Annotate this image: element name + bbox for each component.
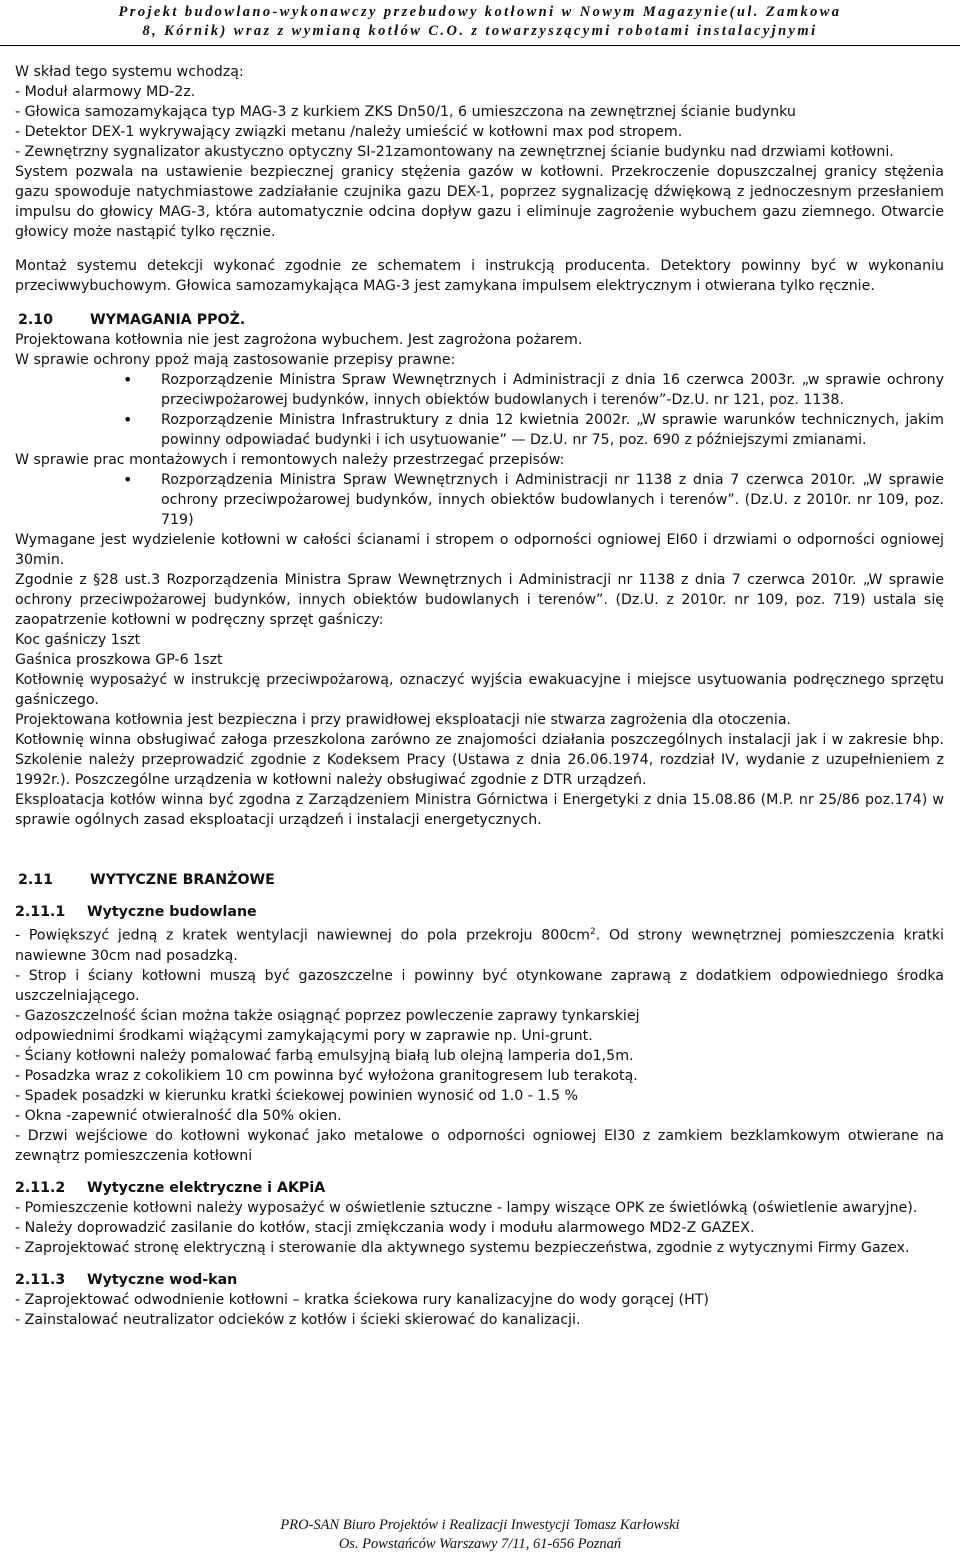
list-item: - Zaprojektować odwodnienie kotłowni – kratka ściekowa rury kanalizacyjne do wody gorącej (HT) (15, 1291, 709, 1308)
list-item: - Strop i ściany kotłowni muszą być gazoszczelne i powinny być otynkowane zaprawą z dodatkiem odpowiedniego środka uszczelniającego. (15, 967, 944, 1004)
list-item: - Pomieszczenie kotłowni należy wyposażyć w oświetlenie sztuczne - lampy wiszące OPK ze świetlówką (oświetlenie awaryjne). (15, 1199, 918, 1216)
bullet-icon: • (123, 370, 133, 389)
section-title: Wytyczne elektryczne i AKPiA (87, 1179, 326, 1196)
list-item: - Drzwi wejściowe do kotłowni wykonać jako metalowe o odporności ogniowej EI30 z zamkiem bezklamkowym otwierane na zewnątrz pomieszczenia kotłowni (15, 1127, 944, 1164)
list-item: - Należy doprowadzić zasilanie do kotłów, stacji zmiękczania wody i modułu alarmowego MD2-Z GAZEX. (15, 1219, 755, 1236)
footer-line-2: Os. Powstańców Warszawy 7/11, 61-656 Poznań (338, 1536, 622, 1552)
paragraph: W sprawie ochrony ppoż mają zastosowanie przepisy prawne: (15, 352, 456, 368)
section-title: Wytyczne wod-kan (87, 1271, 238, 1288)
header-line-2: 8, Kórnik) wraz z wymianą kotłów C.O. z towarzyszącymi robotami instalacyjnymi (142, 23, 818, 39)
list-item-text: Rozporządzenia Ministra Spraw Wewnętrznych i Administracji nr 1138 z dnia 7 czerwca 2010r. „W sprawie ochrony przeciwpożarowej budynków, innych obiektów budowlanych i terenów”. (Dz.U. z 2010r. nr 109, poz. 719) (161, 472, 944, 528)
paragraph: Kotłownię wyposażyć w instrukcję przeciwpożarową, oznaczyć wyjścia ewakuacyjne i miejsce usytuowania podręcznego sprzętu gaśniczego. (15, 672, 944, 708)
header-line-1: Projekt budowlano-wykonawczy przebudowy kotłowni w Nowym Magazynie(ul. Zamkowa (118, 4, 842, 20)
list-item: - Powiększyć jedną z kratek wentylacji nawiewnej do pola przekroju $800cm^2$. Od strony wewnętrznej pomieszczenia kratki nawiewne 30cm nad posadzką. (15, 927, 944, 964)
section-heading-2-11 (15, 870, 944, 890)
list-item (15, 410, 944, 450)
paragraph: Zgodnie z §28 ust.3 Rozporządzenia Ministra Spraw Wewnętrznych i Administracji nr 1138 z dnia 7 czerwca 2010r. „W sprawie ochrony przeciwpożarowej budynków, innych obiektów budowlanych i terenów”. (Dz.U. z 2010r. nr 109, poz. 719) ustala się zaopatrzenie kotłowni w podręczny sprzęt gaśniczy: (15, 572, 944, 628)
paragraph: System pozwala na ustawienie bezpiecznej granicy stężenia gazów w kotłowni. Przekroczenie dopuszczalnej granicy stężenia gazu spowoduje natychmiastowe zadziałanie czujnika gazu DEX-1, poprzez sygnalizację dźwiękową z jednoczesnym przesłaniem impulsu do głowicy MAG-3, która automatycznie odcina dopływ gazu i eliminuje zagrożenie wybuchem gazu ziemnego. Otwarcie głowicy może nastąpić tylko ręcznie. (15, 164, 944, 240)
section-number: 2.10 (18, 312, 54, 328)
subsection-heading-2-11-2 (15, 1178, 944, 1198)
list-item: odpowiednimi środkami wiążącymi zamykającymi pory w zaprawie np. Uni-grunt. (15, 1027, 593, 1044)
section-title: WYTYCZNE BRANŻOWE (90, 872, 275, 888)
list-item (15, 470, 944, 530)
paragraph: Gaśnica proszkowa GP-6 1szt (15, 652, 223, 668)
paragraph: Montaż systemu detekcji wykonać zgodnie ze schematem i instrukcją producenta. Detektory powinny być w wykonaniu przeciwwybuchowym. Głowica samozamykająca MAG-3 jest zamykana impulsem elektrycznym i otwierana tylko ręcznie. (15, 258, 944, 294)
list-item: - Gazoszczelność ścian można także osiągnąć poprzez powleczenie zaprawy tynkarskiej (15, 1007, 640, 1024)
regulation-list (15, 370, 944, 450)
list-item: - Głowica samozamykająca typ MAG-3 z kurkiem ZKS Dn50/1, 6 umieszczona na zewnętrznej ścianie budynku (15, 104, 796, 120)
list-item: - Posadzka wraz z cokolikiem 10 cm powinna być wyłożona granitogresem lub terakotą. (15, 1067, 638, 1084)
paragraph: Kotłownię winna obsługiwać załoga przeszkolona zarówno ze znajomości działania poszczególnych instalacji jak i w zakresie bhp. Szkolenie należy przeprowadzić zgodnie z Kodeksem Pracy (Ustawa z dnia 26.06.1974, rozdział IV, wydanie z uzupełnieniem z 1992r.). Poszczególne urządzenia w kotłowni należy obsługiwać zgodnie z DTR urządzeń. (15, 732, 944, 788)
footer-line-1: PRO-SAN Biuro Projektów i Realizacji Inwestycji Tomasz Karłowski (280, 1517, 680, 1533)
list-item: - Ściany kotłowni należy pomalować farbą emulsyjną białą lub olejną lamperia do1,5m. (15, 1047, 634, 1064)
section-title: WYMAGANIA PPOŻ. (90, 312, 246, 328)
list-item: - Detektor DEX-1 wykrywający związki metanu /należy umieścić w kotłowni max pod stropem. (15, 124, 683, 140)
paragraph: W sprawie prac montażowych i remontowych należy przestrzegać przepisów: (15, 452, 565, 468)
bullet-icon: • (123, 410, 133, 429)
list-item: - Spadek posadzki w kierunku kratki ściekowej powinien wynosić od 1.0 - 1.5 % (15, 1087, 578, 1104)
bullet-icon: • (123, 470, 133, 489)
paragraph: Wymagane jest wydzielenie kotłowni w całości ścianami i stropem o odporności ogniowej EI60 i drzwiami o odporności ogniowej 30min. (15, 532, 944, 568)
regulation-list (15, 470, 944, 530)
paragraph: Projektowana kotłownia jest bezpieczna i przy prawidłowej eksploatacji nie stwarza zagrożenia dla otoczenia. (15, 712, 792, 728)
page-footer (0, 1516, 960, 1554)
section-heading-2-10 (15, 310, 944, 330)
list-item-text: Rozporządzenie Ministra Infrastruktury z dnia 12 kwietnia 2002r. „W sprawie warunków technicznych, jakim powinny odpowiadać budynki i ich usytuowanie” — Dz.U. nr 75, poz. 690 z późniejszymi zmianami. (161, 412, 944, 448)
page-header (0, 0, 960, 46)
section-number: 2.11 (18, 872, 54, 888)
paragraph: Projektowana kotłownia nie jest zagrożona wybuchem. Jest zagrożona pożarem. (15, 332, 583, 348)
subsection-heading-2-11-3 (15, 1270, 944, 1290)
paragraph: Eksploatacja kotłów winna być zgodna z Zarządzeniem Ministra Górnictwa i Energetyki z dnia 15.08.86 (M.P. nr 25/86 poz.174) w sprawie ogólnych zasad eksploatacji urządzeń i instalacji energetycznych. (15, 792, 944, 828)
section-number: 2.11.3 (15, 1271, 66, 1288)
list-item (15, 370, 944, 410)
list-item-text: Rozporządzenie Ministra Spraw Wewnętrznych i Administracji z dnia 16 czerwca 2003r. „w sprawie ochrony przeciwpożarowej budynków, innych obiektów budowlanych i terenów”-Dz.U. nr 121, poz. 1138. (161, 372, 944, 408)
list-item: - Zaprojektować stronę elektryczną i sterowanie dla aktywnego systemu bezpieczeństwa, zgodnie z wytycznymi Firmy Gazex. (15, 1239, 910, 1256)
paragraph: Koc gaśniczy 1szt (15, 632, 141, 648)
section-title: Wytyczne budowlane (87, 904, 257, 920)
paragraph: W skład tego systemu wchodzą: (15, 64, 244, 80)
list-item: - Zewnętrzny sygnalizator akustyczno optyczny SI-21zamontowany na zewnętrznej ścianie budynku nad drzwiami kotłowni. (15, 144, 894, 160)
list-item: - Moduł alarmowy MD-2z. (15, 84, 196, 100)
document-body (15, 62, 944, 1330)
list-item: - Okna -zapewnić otwieralność dla 50% okien. (15, 1107, 342, 1124)
section-number: 2.11.2 (15, 1179, 66, 1196)
subsection-heading-2-11-1 (15, 902, 944, 922)
list-item: - Zainstalować neutralizator odcieków z kotłów i ścieki skierować do kanalizacji. (15, 1311, 581, 1328)
section-number: 2.11.1 (15, 904, 66, 920)
